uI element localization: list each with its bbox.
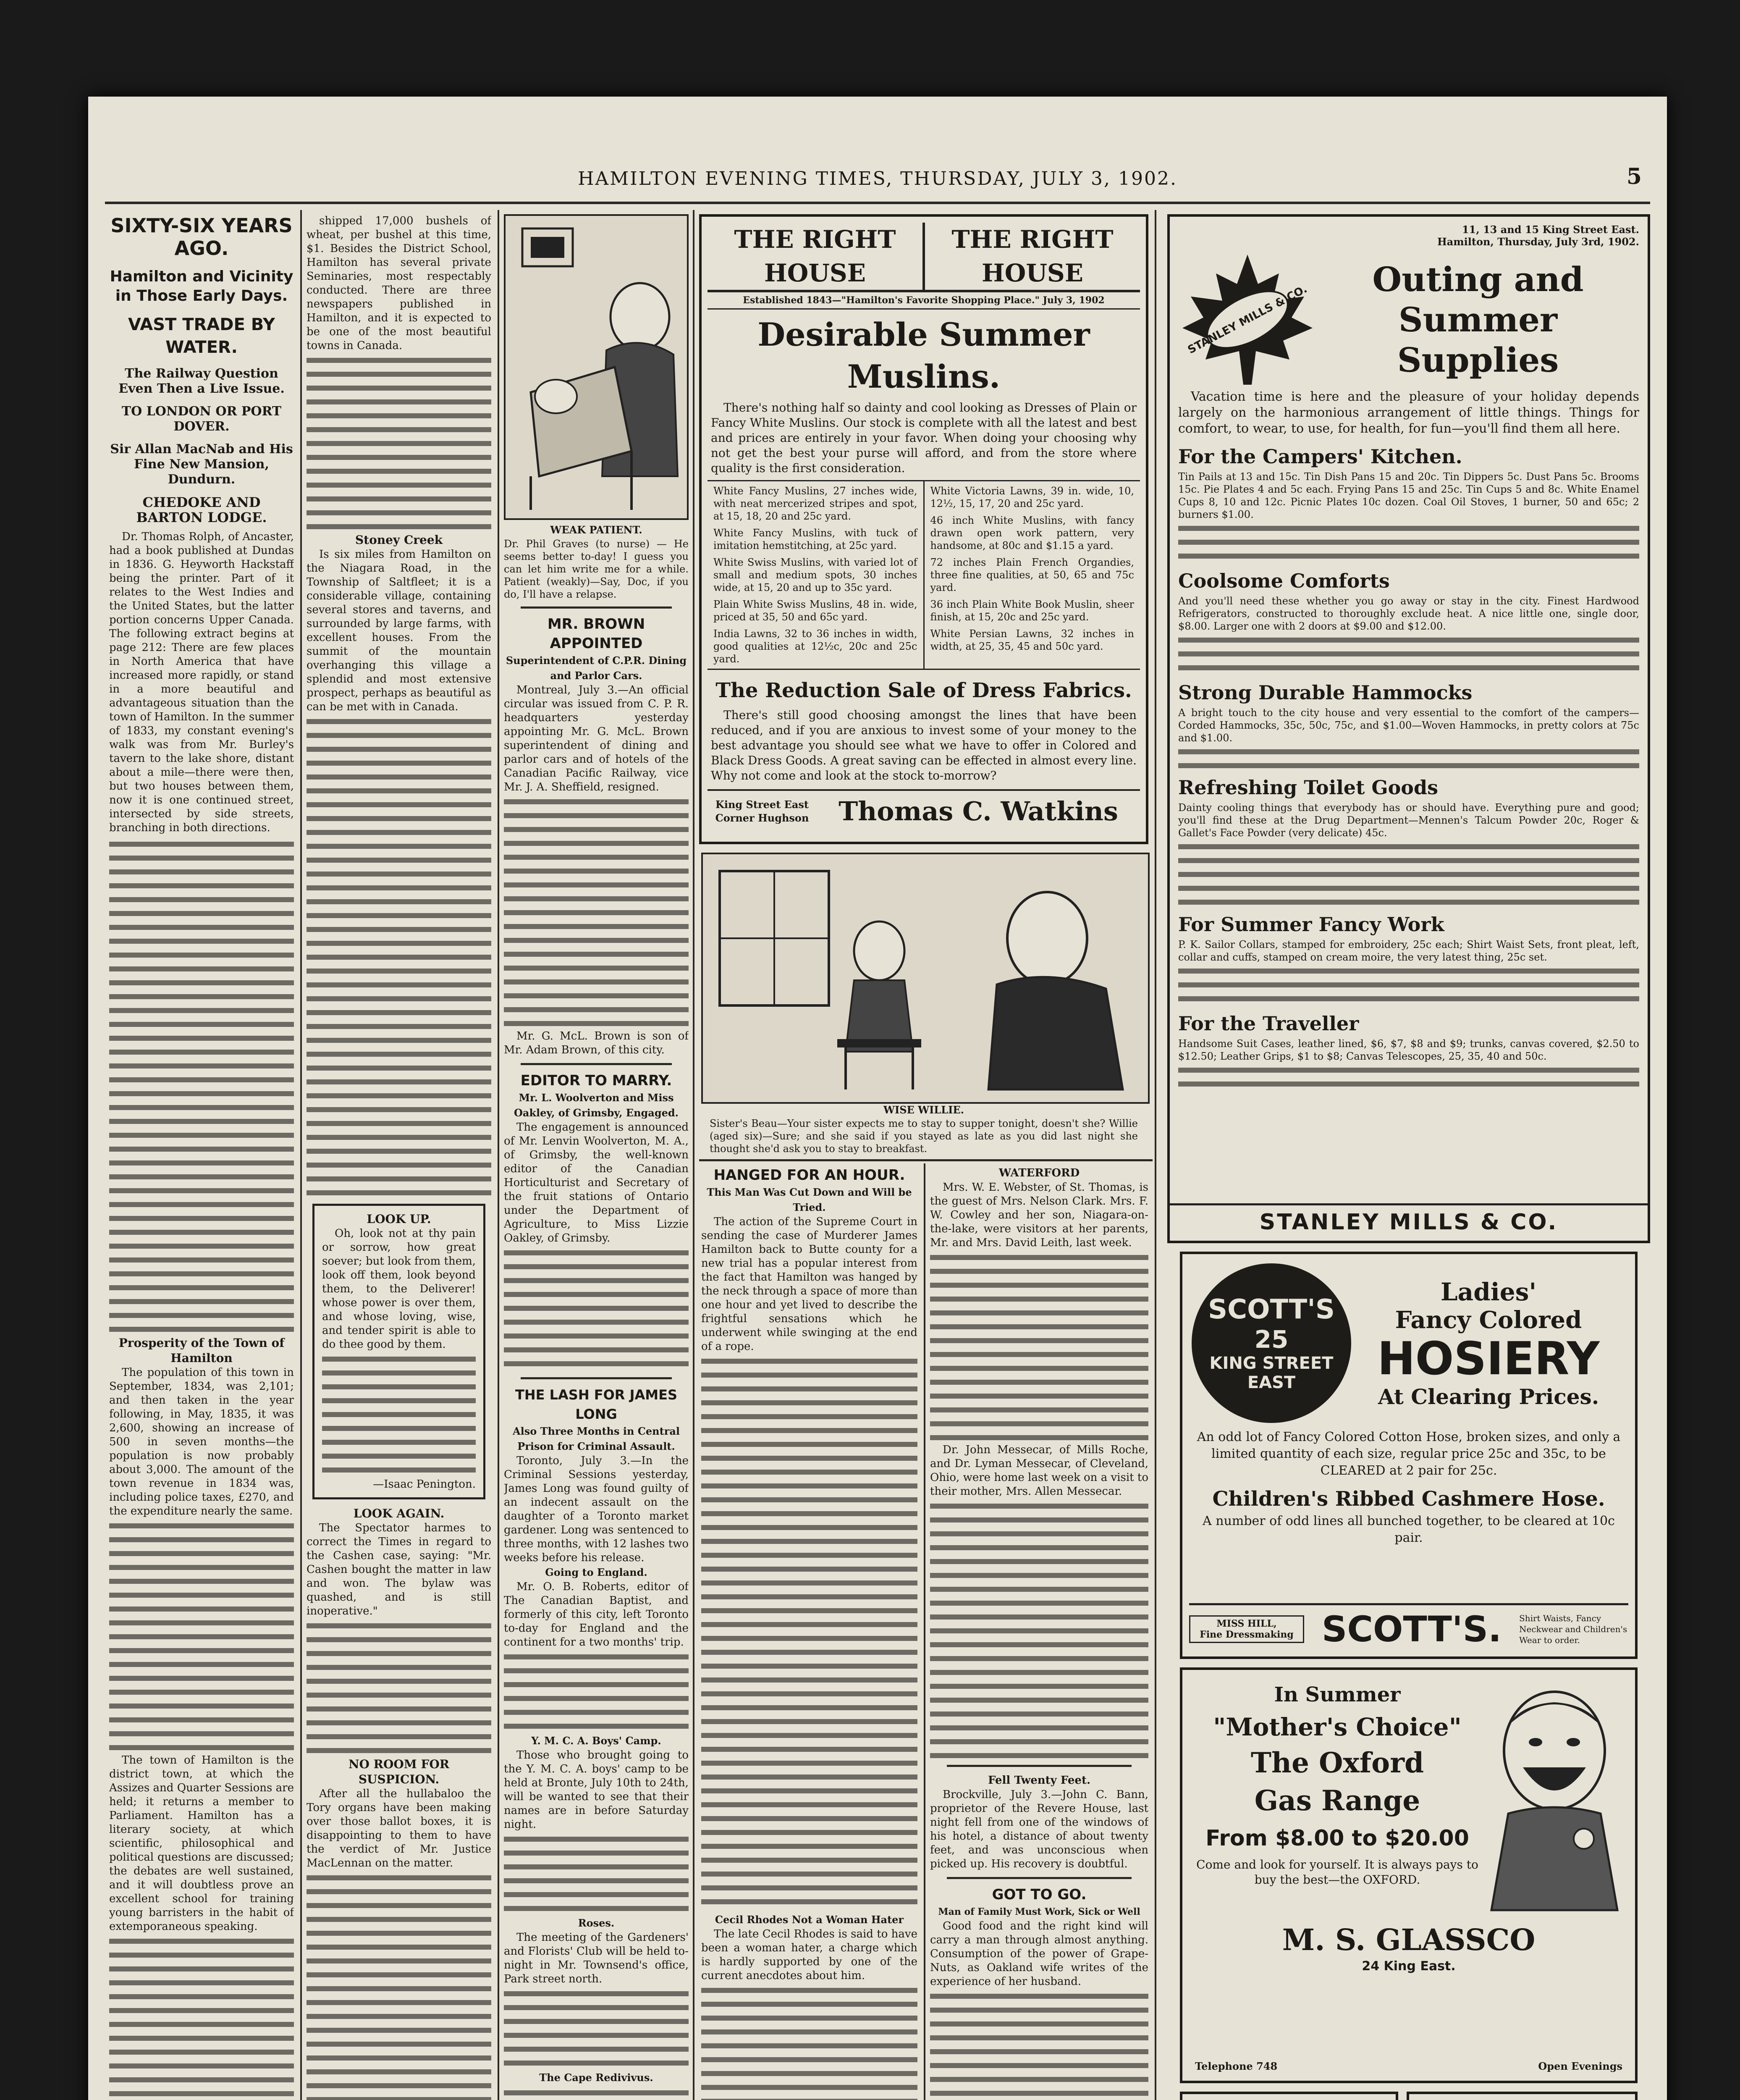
cartoon-title: WISE WILLIE.	[883, 1104, 964, 1116]
cartoon-weak-patient	[504, 214, 689, 520]
article-text-continued	[109, 1518, 294, 1754]
seal-bottom: EAST	[1247, 1373, 1296, 1392]
section-text-continued	[1178, 1063, 1639, 1088]
ad-text: There's still good choosing amongst the lines that have been reduced, and if you are anxious to invest some of your money to the best advantage you should see what we have to offer in Colored and Black Dress Goods. A great saving can be effected in almost every line. Why not come and look at the stock to-morrow?	[711, 708, 1137, 782]
poem-box	[312, 1204, 485, 1499]
column-rule	[924, 1163, 925, 2100]
article-text: Those who brought going to the Y. M. C. A. boys' camp to be held at Bronte, July 10th to 24th, will be wanted to see that their names are in before Saturday night.	[504, 1749, 689, 1831]
article-text-continued	[307, 1870, 491, 2100]
footer-note: Shirt Waists, Fancy Neckwear and Children's Wear to order.	[1519, 1613, 1627, 1645]
newspaper-page	[88, 97, 1667, 2100]
seal-number: 25	[1254, 1325, 1289, 1354]
banner-right: THE RIGHT HOUSE	[951, 225, 1114, 287]
ad-text: Come and look for yourself. It is always pays to buy the best—the OXFORD.	[1196, 1858, 1478, 1887]
muslin-list	[708, 480, 1140, 670]
glassco-footer	[1195, 2060, 1622, 2072]
cartoon-caption: Sister's Beau—Your sister expects me to stay to supper tonight, doesn't she? Willie (aged six)—Sure; and she said if you stayed as late as you did last night she thought she'd ask you to stay to breakfast.	[710, 1118, 1138, 1155]
poem-title: LOOK UP.	[367, 1212, 431, 1226]
article-text-continued	[504, 1245, 689, 1371]
subheadline: VAST TRADE BY WATER.	[128, 315, 275, 357]
column-rule	[300, 210, 302, 2100]
article-text: shipped 17,000 bushels of wheat, per bushel at this time, $1. Besides the District School, Hamilton has several private Seminaries, most respectably conducted. There are three newspapers published in Hamilton, and it is expected to be one of the most beautiful towns in Canada.	[307, 215, 491, 352]
section-rule	[699, 1159, 1153, 1161]
ad-subheadline: Children's Ribbed Cashmere Hose.	[1212, 1487, 1605, 1511]
laughing-boy-icon	[1483, 1679, 1626, 1914]
headline: MR. BROWN APPOINTED	[547, 616, 645, 652]
seal-middle: KING STREET	[1209, 1354, 1334, 1373]
article-text: Good food and the right kind will carry a man through almost anything. Consumption of the power of Grape-Nuts, as Oakland wife writes of the experience of her husband.	[930, 1920, 1148, 1988]
seal-top: SCOTT'S	[1208, 1294, 1335, 1325]
cartoon-illustration	[506, 216, 687, 515]
subheadline: Cecil Rhodes Not a Woman Hater	[715, 1914, 904, 1926]
section-title: For the Traveller	[1178, 1012, 1359, 1035]
ad-footer	[708, 789, 1140, 827]
banner-left: THE RIGHT HOUSE	[708, 223, 925, 290]
article-text-continued	[307, 714, 491, 1197]
article-text: The action of the Supreme Court in sending the case of Murderer James Hamilton back to Butte county for a new trial has a popular interest from the fact that Hamilton was hanged by the neck through a space of more than one hour and yet lived to describe the frightful sensations which he underwent while swinging at the end of a rope.	[701, 1215, 917, 1353]
list-item: White Fancy Muslins, 27 inches wide, with neat mercerized stripes and spot, at 15, 18, 20 and 25c yard.	[713, 485, 917, 522]
muslin-list-right	[925, 481, 1140, 669]
article-text: Is six miles from Hamilton on the Niagara Road, in the Township of Saltfleet; it is a considerable village, containing several stores and taverns, and surrounded by large farms, with excellent houses. From the summit of the mountain overhanging this village a splendid and most extensive prospect, perhaps as beautiful as can be met with in Canada.	[307, 548, 491, 713]
headline: EDITOR TO MARRY.	[520, 1072, 672, 1089]
list-item: White Swiss Muslins, with varied lot of small and medium spots, 30 inches wide, at 15, 20 and up to 35c yard.	[713, 556, 917, 593]
dressmaking-box	[1189, 1615, 1304, 1643]
article-text-continued	[307, 353, 491, 529]
article-text: Mrs. W. E. Webster, of St. Thomas, is the guest of Mrs. Nelson Clark. Mrs. F. W. Cowley and her son, Niagara-on-the-lake, were visitors at her parents, Mr. and Mrs. David Leith, last week.	[930, 1181, 1148, 1249]
subheadline: Going to England.	[545, 1566, 647, 1578]
article-text: Mr. G. McL. Brown is son of Mr. Adam Brown, of this city.	[504, 1030, 689, 1056]
section-text: Dainty cooling things that everybody has or should have. Everything pure and good; you'll find these at the Drug Department—Mennen's Talcum Powder 20c, Roger & Gallet's Face Powder (very delicate) 45c.	[1178, 802, 1639, 839]
column-3	[504, 214, 689, 2100]
article-text: Montreal, July 3.—An official circular was issued from C. P. R. headquarters yesterday appointing Mr. G. McL. Brown superintendent of dining and parlor cars and of hotels of the Canadian Pacific Railway, vice Mr. J. A. Sheffield, resigned.	[504, 684, 689, 793]
telephone: Telephone 748	[1195, 2060, 1278, 2072]
headline: WATERFORD	[998, 1167, 1080, 1179]
article-text-continued	[504, 1986, 689, 2070]
laughing-boy-illustration	[1483, 1679, 1626, 1914]
firm-name: Thomas C. Watkins	[839, 796, 1118, 827]
masthead: HAMILTON EVENING TIMES, THURSDAY, JULY 3, 1902.	[578, 168, 1177, 189]
poem-text-continued	[322, 1352, 476, 1478]
list-item: White Persian Lawns, 32 inches in width, at 25, 35, 45 and 50c yard.	[930, 628, 1134, 652]
footer-line: Fine Dressmaking	[1200, 1629, 1294, 1640]
column-4	[701, 1166, 917, 2100]
article-text-continued	[701, 1983, 917, 2100]
price-range: From $8.00 to $20.00	[1205, 1826, 1469, 1851]
article-text: Dr. Thomas Rolph, of Ancaster, had a book published at Dundas in 1836. G. Heyworth Hackstaff being the printer. Part of it relates to the West Indies and the United States, but the latter portion concerns Upper Canada. The following extract begins at page 212: There are few places in North America that have increased more rapidly, or stand in a more beautiful and advantageous situation than the town of Hamilton. In the summer of 1833, my constant evening's walk was from Mr. Burley's tavern to the lake shore, distant about a mile—there were then, but two houses between them, now it is one continued street, intersected by side streets, branching in both directions.	[109, 530, 294, 834]
article-text-continued	[504, 794, 689, 1029]
article-text: The meeting of the Gardeners' and Florists' Club will be held to-night in Mr. Townsend's office, Park street north.	[504, 1931, 689, 1985]
subheadline: Sir Allan MacNab and His Fine New Mansion, Dundurn.	[110, 442, 293, 487]
list-item: India Lawns, 32 to 36 inches in width, good qualities at 12½c, 20c and 25c yard.	[713, 628, 917, 665]
article-text-continued	[930, 1989, 1148, 2100]
hours: Open Evenings	[1538, 2060, 1622, 2072]
subheadline: Hamilton and Vicinity in Those Early Days.	[110, 268, 293, 304]
article-text: Toronto, July 3.—In the Criminal Sessions yesterday, James Long was found guilty of an indecent assault on the daughter of a Toronto market gardener. Long was sentenced to three months, with 12 lashes two weeks before his release.	[504, 1454, 689, 1564]
ad-intro: There's nothing half so dainty and cool looking as Dresses of Plain or Fancy White Muslins. Our stock is complete with all the latest and best and prices are entirely in your favor. When doing your choosing why not get the best your purse will afford, and from the store where quality is the first consideration.	[711, 401, 1137, 475]
subheadline: The Cape Redivivus.	[539, 2071, 653, 2084]
ad-line: "Mother's Choice"	[1213, 1713, 1462, 1741]
list-item: White Fancy Muslins, with tuck of imitation hemstitching, at 25c yard.	[713, 527, 917, 551]
page-number: 5	[1626, 164, 1642, 189]
cartoon-title: WEAK PATIENT.	[550, 524, 642, 536]
subheadline: NO ROOM FOR SUSPICION.	[348, 1757, 450, 1786]
ad-line: Gas Range	[1254, 1784, 1420, 1817]
article-text: After all the hullabaloo the Tory organs have been making over those ballot boxes, it is disappointing to them to have the verdict of Mr. Justice MacLennan on the matter.	[307, 1788, 491, 1869]
subheadline: Also Three Months in Central Prison for Criminal Assault.	[512, 1425, 680, 1452]
glassco-gas-range-advertisement	[1180, 1667, 1638, 2083]
ad-text: An odd lot of Fancy Colored Cotton Hose, broken sizes, and only a limited quantity of each size, regular price 25c and 35c, to be CLEARED at 2 pair for 25c.	[1197, 1430, 1621, 1478]
column-rule	[1155, 210, 1156, 2100]
poem-text: Oh, look not at thy pain or sorrow, how great soever; but look from them, look off them, look beyond them, to the Deliverer! whose power is over them, and whose loving, wise, and tender spirit is able to do thee good by them.	[322, 1227, 476, 1351]
section-text: Handsome Suit Cases, leather lined, $6, $7, $8 and $9; trunks, canvas covered, $2.50 to $12.50; Leather Grips, $1 to $8; Canvas Telescopes, 25, 35, 40 and 50c.	[1178, 1038, 1639, 1062]
article-text: The town of Hamilton is the district town, at which the Assizes and Quarter Sessions are held; it returns a member to Parliament. Hamilton has a literary society, at which scientific, philosophical and political questions are discussed; the debates are well sustained, and it will doubtless prove an excellent school for training young barristers in the habit of extemporaneous speaking.	[109, 1754, 294, 1933]
scotts-footer	[1189, 1603, 1628, 1650]
headline-line: Ladies'	[1440, 1277, 1537, 1306]
address-line: King Street East	[715, 798, 809, 811]
subheadline: The Railway Question Even Then a Live Issue.	[118, 366, 285, 396]
section-text-continued	[1178, 633, 1639, 675]
subheadline: Roses.	[578, 1917, 615, 1929]
maple-leaf-logo	[1178, 250, 1317, 389]
maple-leaf-icon	[1178, 250, 1317, 389]
scotts-hosiery-advertisement	[1180, 1252, 1638, 1659]
headline: GOT TO GO.	[992, 1886, 1087, 1903]
scotts-headline-block	[1351, 1278, 1626, 1409]
section-text: And you'll need these whether you go away or stay in the city. Finest Hardwood Refrigerators, constructed to thoroughly exclude heat. A nice little one, single door, $8.00. Larger one with 2 doors at $9.00 and $12.00.	[1178, 595, 1639, 632]
ad-text: A number of odd lines all bunched together, to be cleared at 10c pair.	[1203, 1514, 1615, 1545]
article-text-continued	[109, 1934, 294, 2100]
ad-line: In Summer	[1274, 1683, 1401, 1706]
article-text: Mr. O. B. Roberts, editor of The Canadian Baptist, and formerly of this city, left Toronto to-day for England and the continent for a two months' trip.	[504, 1580, 689, 1648]
column-1	[109, 214, 294, 2100]
article-text-continued	[930, 1499, 1148, 1759]
cartoon-wise-willie	[701, 853, 1150, 1104]
section-title: For the Campers' Kitchen.	[1178, 445, 1462, 468]
subheadline: This Man Was Cut Down and Will be Tried.	[707, 1186, 912, 1213]
stanley-header	[1178, 250, 1639, 389]
section-text-continued	[1178, 839, 1639, 906]
ad-headline: Outing and Summer Supplies	[1372, 260, 1584, 380]
subheadline: Prosperity of the Town of Hamilton	[118, 1336, 285, 1365]
column-2	[307, 214, 491, 2100]
section-text-continued	[1178, 521, 1639, 563]
stanley-mills-advertisement	[1167, 214, 1650, 1243]
section-text: P. K. Sailor Collars, stamped for embroidery, 25c each; Shirt Waist Sets, front pleat, left, collar and cuffs, stamped on cream moire, the very latest thing, 25c set.	[1178, 939, 1639, 963]
list-item: 36 inch Plain White Book Muslin, sheer finish, at 15, 20c and 25c yard.	[930, 598, 1134, 623]
masthead-rule	[105, 202, 1650, 204]
section-text: A bright touch to the city house and very essential to the comfort of the campers—Corded Hammocks, 35c, 50c, 75c, and $1.00—Woven Hammocks, in pretty colors at 75c and $1.00.	[1178, 707, 1639, 744]
list-item: 72 inches Plain French Organdies, three fine qualities, at 50, 65 and 75c yard.	[930, 556, 1134, 593]
article-text-continued	[504, 1832, 689, 1916]
cartoon-caption: Dr. Phil Graves (to nurse) — He seems better to-day! I guess you can let him write me for a while. Patient (weakly)—Say, Doc, if you do, I'll have a relapse.	[504, 538, 689, 600]
article-text: Brockville, July 3.—John C. Bann, proprietor of the Revere House, last night fell from one of the windows of his hotel, a distance of about twenty feet, and was unconscious when picked up. His recovery is doubtful.	[930, 1788, 1148, 1870]
subheadline: LOOK AGAIN.	[353, 1507, 445, 1520]
subheadline: TO LONDON OR PORT DOVER.	[121, 404, 282, 434]
established-line: Established 1843—"Hamilton's Favorite Shopping Place." July 3, 1902	[708, 292, 1140, 310]
merchant-name: M. S. GLASSCO	[1282, 1922, 1536, 1957]
ad-headline: The Reduction Sale of Dress Fabrics.	[715, 679, 1132, 702]
article-text-continued	[930, 1250, 1148, 1443]
footer-line: MISS HILL,	[1216, 1618, 1277, 1629]
address-block	[708, 798, 817, 825]
list-item: Plain White Swiss Muslins, 48 in. wide, priced at 35, 50 and 65c yard.	[713, 598, 917, 623]
scotts-seal	[1192, 1263, 1351, 1423]
dateline: Hamilton, Thursday, July 3rd, 1902.	[1437, 236, 1639, 248]
subheadline: Mr. L. Woolverton and Miss Oakley, of Grimsby, Engaged.	[514, 1092, 679, 1119]
headline: THE LASH FOR JAMES LONG	[515, 1387, 677, 1422]
list-item: White Victoria Lawns, 39 in. wide, 10, 12½, 15, 17, 20 and 25c yard.	[930, 485, 1134, 509]
article-text-continued	[504, 1649, 689, 1733]
headline-line: At Clearing Prices.	[1378, 1384, 1599, 1409]
freemans-lawn-dressing-advertisement	[1407, 2092, 1638, 2100]
muslin-list-left	[708, 481, 925, 669]
article-text: The Spectator harmes to correct the Times in regard to the Cashen case, saying: "Mr. Cashen bought the matter in law and won. The bylaw was quashed, and is still inoperative."	[307, 1522, 491, 1617]
banner	[708, 223, 1140, 292]
column-rule	[693, 210, 694, 2100]
section-title: Coolsome Comforts	[1178, 570, 1390, 592]
scotts-name: SCOTT'S.	[1321, 1609, 1502, 1650]
ad-line: The Oxford	[1250, 1746, 1424, 1779]
merchant-address: 24 King East.	[1362, 1959, 1456, 1974]
section-title: Strong Durable Hammocks	[1178, 681, 1473, 704]
subheadline: CHEDOKE AND BARTON LODGE.	[136, 494, 267, 525]
cartoon-illustration	[703, 854, 1145, 1099]
article-text: The population of this town in September, 1834, was 2,101; and then taken in the year following, in May, 1835, it was 2,600, showing an increase of 500 in seven months—the population is now probably about 3,000. The amount of the town revenue in 1834 was, including police taxes, £270, and the expenditure nearly the same.	[109, 1366, 294, 1517]
article-text-continued	[701, 1354, 917, 1912]
headline-line: HOSIERY	[1377, 1332, 1600, 1385]
subheadline: Man of Family Must Work, Sick or Well	[938, 1906, 1140, 1917]
address-line: Corner Hughson	[715, 811, 809, 824]
glassco-top	[1192, 1679, 1626, 1914]
column-rule	[498, 210, 499, 2100]
subheadline: Superintendent of C.P.R. Dining and Parlor Cars.	[506, 654, 687, 682]
column-5	[930, 1166, 1148, 2100]
article-text: The late Cecil Rhodes is said to have been a woman hater, a charge which is hardly supported by one of the current anecdotes about him.	[701, 1928, 917, 1982]
store-footer: STANLEY MILLS & CO.	[1170, 1203, 1648, 1235]
electric-wiring-advertisement	[1180, 2092, 1398, 2100]
section-text: Tin Pails at 13 and 15c. Tin Dish Pans 15 and 20c. Tin Dippers 5c. Dust Pans 5c. Brooms 15c. Pie Plates 4 and 5c each. Frying Pans 15 and 25c. Tin Cups 5 and 8c. White Enamel Cups 8, 10 and 12c. Picnic Plates 10c dozen. Coal Oil Stoves, 1 burner, 50 and 65c; 2 burners $1.00.	[1178, 471, 1639, 520]
scotts-header	[1192, 1263, 1626, 1423]
article-text-continued	[307, 1618, 491, 1757]
ad-headline: Desirable Summer Muslins.	[757, 316, 1090, 395]
glassco-text-block	[1192, 1679, 1483, 1914]
section-title: Refreshing Toilet Goods	[1178, 776, 1439, 799]
logo-text: STANLEY MILLS & CO.	[1185, 283, 1310, 357]
section-text-continued	[1178, 963, 1639, 1005]
right-house-advertisement	[699, 214, 1148, 844]
headline: Fell Twenty Feet.	[988, 1774, 1091, 1787]
article-text: Dr. John Messecar, of Mills Roche, and Dr. Lyman Messecar, of Cleveland, Ohio, were home last week on a visit to their mother, Mrs. Allen Messecar.	[930, 1444, 1148, 1498]
subheadline: Stoney Creek	[355, 533, 443, 547]
subheadline: Y. M. C. A. Boys' Camp.	[531, 1735, 661, 1747]
ad-intro: Vacation time is here and the pleasure of your holiday depends largely on the harmonious arrangement of little things. Things for comfort, to wear, to use, for health, for fun—you'll find them all here.	[1178, 389, 1639, 436]
headline: SIXTY-SIX YEARS AGO.	[110, 214, 293, 260]
headline: HANGED FOR AN HOUR.	[713, 1167, 905, 1184]
poem-author: —Isaac Penington.	[373, 1478, 476, 1491]
section-text-continued	[1178, 744, 1639, 769]
article-text-continued	[109, 837, 294, 1332]
section-title: For Summer Fancy Work	[1178, 913, 1444, 936]
article-text: The engagement is announced of Mr. Lenvin Woolverton, M. A., of Grimsby, the well-known editor of the Canadian Horticulturist and Secretary of the fruit stations of Ontario under the Department of Agriculture, to Miss Lizzie Oakley, of Grimsby.	[504, 1121, 689, 1244]
store-address: 11, 13 and 15 King Street East.	[1462, 223, 1639, 236]
headline-line: Fancy Colored	[1395, 1306, 1582, 1334]
list-item: 46 inch White Muslins, with fancy drawn open work pattern, very handsome, at 80c and $1.15 a yard.	[930, 514, 1134, 551]
article-text-continued	[504, 2085, 689, 2100]
